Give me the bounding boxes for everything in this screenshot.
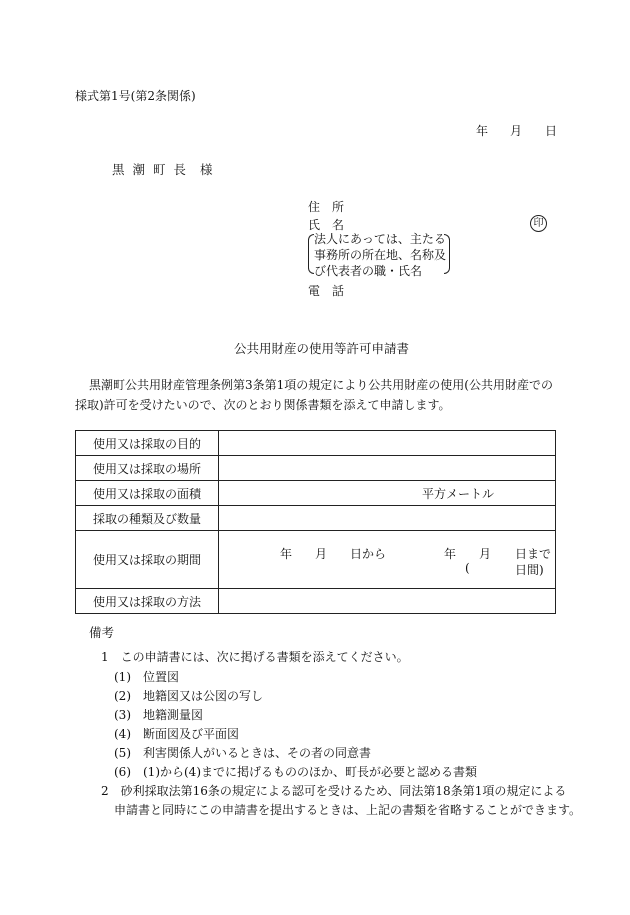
period-paren-open: ( <box>465 561 470 575</box>
row-label-kind: 採取の種類及び数量 <box>76 506 219 531</box>
intro-line-1: 黒潮町公共用財産管理条例第3条第1項の規定により公共用財産の使用(公共用財産での <box>89 378 553 392</box>
seal-mark: 印 <box>530 215 547 232</box>
row-label-period: 使用又は採取の期間 <box>76 531 219 589</box>
corp-note <box>314 231 446 279</box>
row-value-method[interactable] <box>219 589 556 614</box>
address-label: 住 所 <box>308 200 345 214</box>
name-label: 氏 名 <box>308 218 345 232</box>
row-value-area[interactable] <box>219 481 556 506</box>
table-row <box>76 531 556 589</box>
date-day: 日 <box>545 124 558 138</box>
note-2-line-1: 2 砂利採取法第16条の規定による認可を受けるため、同法第18条第1項の規定による <box>101 784 567 798</box>
row-value-kind[interactable] <box>219 506 556 531</box>
application-table <box>75 430 556 614</box>
row-value-purpose[interactable] <box>219 431 556 456</box>
date-month: 月 <box>510 124 523 138</box>
table-row <box>76 506 556 531</box>
addressee-name: 黒 潮 町 長 <box>112 162 188 177</box>
table-row <box>76 456 556 481</box>
row-label-location: 使用又は採取の場所 <box>76 456 219 481</box>
corp-note-line: 事務所の所在地、名称及 <box>314 248 447 262</box>
date-year: 年 <box>476 124 489 138</box>
period-start-year: 年 <box>280 547 293 561</box>
table-row <box>76 481 556 506</box>
corp-note-bracket <box>308 231 450 277</box>
period-days: 日間) <box>515 563 544 577</box>
note-1-item: (1) 位置図 <box>114 670 179 684</box>
period-end-day: 日まで <box>515 547 552 561</box>
note-1-item: (4) 断面図及び平面図 <box>114 727 239 741</box>
period-end-year: 年 <box>444 547 457 561</box>
period-start-day: 日から <box>350 547 387 561</box>
corp-note-line: 法人にあっては、主たる <box>314 232 446 246</box>
phone-label: 電 話 <box>308 284 345 298</box>
note-1-title: 1 この申請書には、次に掲げる書類を添えてください。 <box>101 650 409 664</box>
note-1-item: (5) 利害関係人がいるときは、その者の同意書 <box>114 746 371 760</box>
row-label-purpose: 使用又は採取の目的 <box>76 431 219 456</box>
table-row <box>76 589 556 614</box>
note-1-item: (3) 地籍測量図 <box>114 708 203 722</box>
corp-note-line: び代表者の職・氏名 <box>314 264 423 278</box>
form-number: 様式第1号(第2条関係) <box>75 89 196 103</box>
bracket-right <box>444 234 450 274</box>
area-unit: 平方メートル <box>422 486 495 501</box>
period-start-month: 月 <box>315 547 328 561</box>
row-label-area: 使用又は採取の面積 <box>76 481 219 506</box>
period-end-month: 月 <box>479 547 492 561</box>
row-value-location[interactable] <box>219 456 556 481</box>
intro-line-2: 採取)許可を受けたいので、次のとおり関係書類を添えて申請します。 <box>75 398 451 412</box>
notes-heading: 備考 <box>89 625 115 640</box>
row-value-period[interactable] <box>219 531 556 589</box>
note-1-item: (6) (1)から(4)までに掲げるもののほか、町長が必要と認める書類 <box>114 765 477 779</box>
note-1-item: (2) 地籍図又は公図の写し <box>114 689 263 703</box>
row-label-method: 使用又は採取の方法 <box>76 589 219 614</box>
table-row <box>76 431 556 456</box>
document-title: 公共用財産の使用等許可申請書 <box>234 341 410 356</box>
addressee-honorific: 様 <box>200 162 213 177</box>
note-2-line-2: 申請書と同時にこの申請書を提出するときは、上記の書類を省略することができます。 <box>114 803 582 817</box>
